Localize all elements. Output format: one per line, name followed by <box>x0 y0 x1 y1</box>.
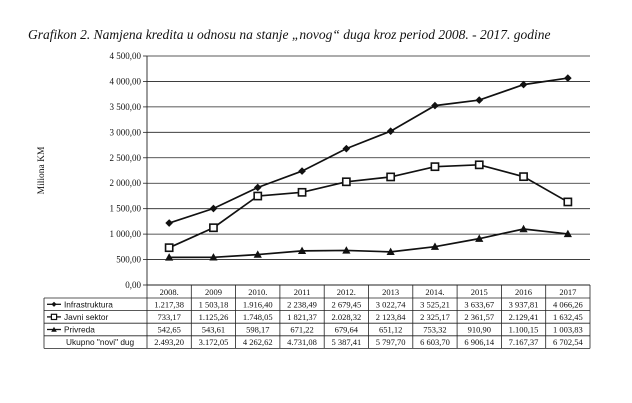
y-tick-label: 3 000,00 <box>109 127 141 138</box>
x-category-label: 2015 <box>470 286 488 297</box>
table-cell-value: 3.172,05 <box>198 337 229 348</box>
table-cell-value: 5 387,41 <box>331 337 362 348</box>
data-point-diamond <box>254 184 261 191</box>
series-layer <box>166 75 572 261</box>
table-cell-value: 1 003,83 <box>552 324 583 335</box>
table-cell-value: 6 702,54 <box>552 337 583 348</box>
y-tick-label: 4 500,00 <box>109 51 141 61</box>
data-point-square <box>343 178 350 185</box>
table-cell-value: 1.100,15 <box>508 324 539 335</box>
data-point-square <box>387 173 394 180</box>
table-cell-value: 4 262,62 <box>242 337 273 348</box>
table-total-row-name: Ukupno "novi" dug <box>66 337 135 348</box>
table-cell-value: 2 123,84 <box>375 311 406 322</box>
table-cell-value: 2.493,20 <box>154 337 185 348</box>
table-cell-value: 733,17 <box>157 311 181 322</box>
y-tick-label: 2 000,00 <box>109 178 141 189</box>
legend-marker-diamond <box>51 302 56 307</box>
series-line-triangle <box>169 229 568 257</box>
data-point-square <box>298 189 305 196</box>
table-cell-value: 1 632,45 <box>552 311 583 322</box>
table-cell-value: 3 525,21 <box>420 299 450 310</box>
table-cell-value: 1.748,05 <box>242 311 273 322</box>
table-cell-value: 543,61 <box>201 324 226 335</box>
x-category-label: 2011 <box>293 286 311 297</box>
table-cell-value: 2.129,41 <box>508 311 539 322</box>
x-category-label: 2013 <box>382 286 400 297</box>
table-cell-value: 2 238,49 <box>287 299 317 310</box>
x-category-label: 2012. <box>336 286 356 297</box>
data-point-square <box>564 198 571 205</box>
data-point-diamond <box>299 168 306 175</box>
legend-marker-square <box>51 314 56 319</box>
data-point-diamond <box>564 75 571 82</box>
y-tick-label: 1 500,00 <box>109 203 141 214</box>
data-table <box>44 285 590 348</box>
legend-series-name: Privreda <box>64 324 95 335</box>
table-cell-value: 542,65 <box>157 324 181 335</box>
data-point-diamond <box>476 97 483 104</box>
data-point-square <box>431 163 438 170</box>
data-point-diamond <box>432 102 439 109</box>
table-cell-value: 1 503,18 <box>198 299 229 310</box>
data-point-square <box>254 192 261 199</box>
table-cell-value: 3 937,81 <box>508 299 539 310</box>
data-point-diamond <box>210 205 217 212</box>
data-point-square <box>166 244 173 251</box>
x-category-label: 2008. <box>159 286 179 297</box>
table-cell-value: 3 022,74 <box>375 299 406 310</box>
table-cell-value: 1.217,38 <box>154 299 185 310</box>
y-tick-label: 4 000,00 <box>109 76 141 87</box>
table-cell-value: 7.167,37 <box>508 337 539 348</box>
y-tick-label: 2 500,00 <box>109 152 141 163</box>
data-point-diamond <box>387 128 394 135</box>
table-cell-value: 6 906,14 <box>464 337 495 348</box>
y-tick-label: 3 500,00 <box>109 101 141 112</box>
x-category-label: 2014. <box>425 286 445 297</box>
data-point-square <box>476 161 483 168</box>
y-tick-label: 500,00 <box>116 254 141 265</box>
x-category-label: 2016 <box>515 286 533 297</box>
table-cell-value: 4 066,26 <box>552 299 583 310</box>
table-cell-value: 2 361,57 <box>464 311 495 322</box>
x-category-label: 2009 <box>204 286 222 297</box>
data-point-square <box>210 224 217 231</box>
data-point-diamond <box>343 145 350 152</box>
series-line-diamond <box>169 78 568 223</box>
data-point-diamond <box>166 220 173 227</box>
chart-title: Grafikon 2. Namjena kredita u odnosu na stanje „novog“ duga kroz period 2008. - 2017. godine <box>28 27 551 42</box>
table-cell-value: 5 797,70 <box>375 337 406 348</box>
axis-layer <box>37 51 147 290</box>
legend-series-name: Javni sektor <box>64 311 109 322</box>
y-tick-label: 1 000,00 <box>109 229 141 240</box>
table-cell-value: 598,17 <box>246 324 270 335</box>
table-cell-value: 1.916,40 <box>242 299 273 310</box>
data-point-diamond <box>520 81 527 88</box>
table-cell-value: 4.731,08 <box>287 337 317 348</box>
table-cell-value: 671,22 <box>290 324 314 335</box>
table-cell-value: 3 633,67 <box>464 299 495 310</box>
legend-series-name: Infrastruktura <box>64 299 113 310</box>
data-point-square <box>520 173 527 180</box>
table-cell-value: 2.028,32 <box>331 311 362 322</box>
table-cell-value: 2 679,45 <box>331 299 362 310</box>
table-cell-value: 1.125,26 <box>198 311 229 322</box>
table-cell-value: 6 603,70 <box>420 337 450 348</box>
table-cell-value: 679,64 <box>334 324 359 335</box>
y-axis-label: Miliona KM <box>37 146 47 195</box>
x-category-label: 2017 <box>559 286 577 297</box>
table-cell-value: 910,90 <box>467 324 491 335</box>
y-tick-label: 0,00 <box>125 280 141 290</box>
table-cell-value: 1 821,37 <box>287 311 317 322</box>
x-category-label: 2010. <box>248 286 268 297</box>
table-cell-value: 651,12 <box>378 324 403 335</box>
table-cell-value: 753,32 <box>423 324 447 335</box>
table-cell-value: 2 325,17 <box>420 311 450 322</box>
series-line-square <box>169 165 568 248</box>
